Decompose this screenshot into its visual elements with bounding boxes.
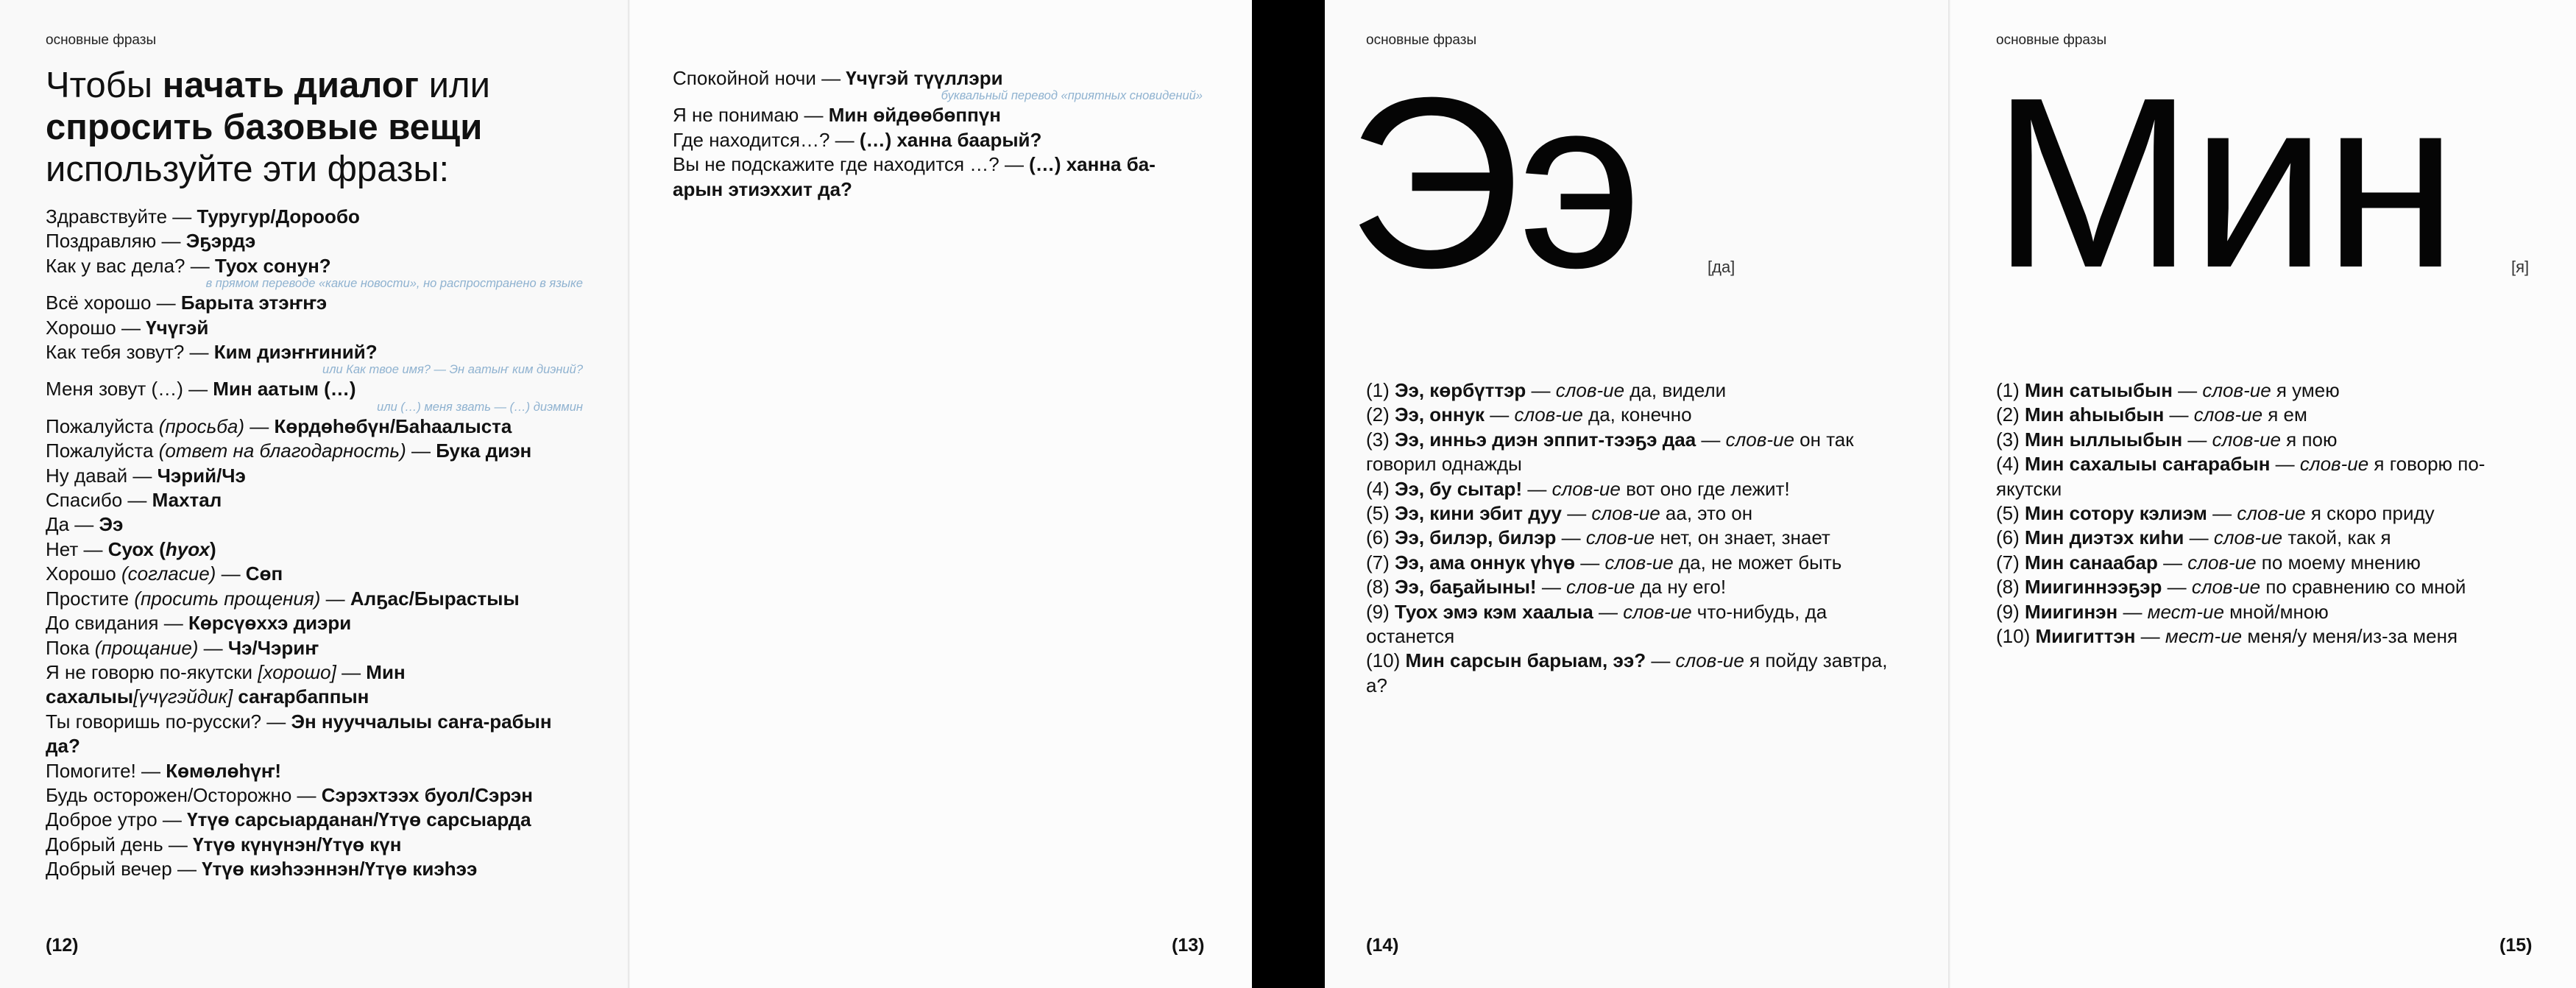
example-yakut: Мин санаабар — [2025, 551, 2158, 574]
example-yakut: Мин аһыыбын — [2025, 403, 2165, 426]
example-yakut: Ээ, кини эбит дуу — [1395, 502, 1562, 525]
example-translation: мной/мною — [2223, 600, 2329, 623]
example-translation: меня/у меня/из-за меня — [2242, 625, 2458, 648]
phrase-russian: Я не понимаю — — [673, 104, 829, 127]
example-part-of-speech: слов-ие — [1623, 600, 1692, 623]
usage-examples — [1996, 378, 2541, 649]
example-translation: да, видели — [1624, 379, 1727, 401]
phrase-russian: Простите — [46, 587, 135, 610]
example-separator: — — [1485, 403, 1515, 426]
example-yakut: Туох эмэ кэм хаалыа — [1395, 600, 1593, 623]
phrase-yakut: Үтүө күнүнэн/Үтүө күн — [193, 833, 402, 855]
example-number: (8) — [1996, 576, 2025, 599]
usage-example — [1366, 600, 1896, 649]
example-translation: что-нибудь, да останется — [1366, 600, 1827, 648]
example-separator: — — [1536, 576, 1567, 599]
phrase-yakut: Мин сахалыы — [46, 660, 406, 708]
usage-example — [1996, 501, 2541, 526]
usage-example — [1996, 526, 2541, 550]
running-head: основные фразы — [46, 32, 157, 48]
phrase-yakut: Сөп — [245, 562, 283, 585]
example-part-of-speech: слов-ие — [2202, 379, 2271, 401]
phrase-yakut: (…) ханна ба-арын этиэххит да? — [673, 153, 1156, 200]
example-part-of-speech: слов-ие — [2193, 403, 2263, 426]
example-translation: да, не может быть — [1673, 551, 1842, 574]
example-number: (7) — [1366, 551, 1395, 574]
phrase-russian: Ты говоришь по-русски? — — [46, 710, 291, 733]
example-yakut: Ээ, билэр, билэр — [1395, 526, 1557, 549]
example-number: (2) — [1366, 403, 1395, 426]
phrase-item — [46, 783, 583, 808]
phrase-russian: Где находится…? — — [673, 128, 860, 151]
example-number: (8) — [1366, 576, 1395, 599]
phrase-russian: Я не говорю по-якутски — [46, 660, 258, 683]
example-part-of-speech: слов-ие — [2213, 526, 2283, 549]
phrase-russian: Меня зовут (…) — — [46, 378, 213, 401]
page-number: (13) — [1172, 935, 1205, 956]
usage-example — [1996, 378, 2541, 403]
example-part-of-speech: слов-ие — [2191, 576, 2261, 599]
phrase-russian: Пожалуйста — [46, 414, 159, 437]
page-15 — [1950, 0, 2576, 988]
example-part-of-speech: слов-ие — [1566, 576, 1635, 599]
translation-note: или Как твое имя? — Эн аатыҥ ким диэний? — [322, 363, 583, 377]
example-separator: — — [2270, 453, 2300, 476]
phrase-context: [хорошо] — [258, 660, 336, 683]
phrase-item — [46, 587, 583, 611]
usage-example — [1996, 428, 2541, 452]
example-translation: я умею — [2271, 379, 2340, 401]
example-part-of-speech: слов-ие — [1675, 649, 1744, 672]
example-yakut: Ээ, ама оннук үһүө — [1395, 551, 1576, 574]
usage-example — [1996, 551, 2541, 575]
example-number: (9) — [1996, 600, 2025, 623]
headword-large: Ээ — [1347, 46, 1640, 318]
example-number: (4) — [1366, 477, 1395, 500]
example-part-of-speech: мест-ие — [2147, 600, 2224, 623]
translation-note: или (…) меня звать — (…) диэммин — [377, 400, 583, 414]
example-number: (10) — [1366, 649, 1406, 672]
example-part-of-speech: слов-ие — [1551, 477, 1621, 500]
example-part-of-speech: слов-ие — [2299, 453, 2369, 476]
example-separator: — — [2157, 551, 2188, 574]
phrase-list — [46, 205, 583, 882]
phrase-yakut: Чэ/Чэриҥ — [227, 636, 319, 659]
phrase-item — [46, 340, 583, 364]
phrase-context: (прощание) — [94, 636, 199, 659]
example-part-of-speech: слов-ие — [2237, 502, 2306, 525]
usage-example — [1996, 575, 2541, 599]
phrase-russian: Спокойной ночи — — [673, 67, 846, 89]
example-number: (5) — [1366, 502, 1395, 525]
example-translation: по моему мнению — [2256, 551, 2421, 574]
phrase-item — [46, 611, 583, 635]
phrase-item — [46, 254, 583, 278]
phrase-russian: Поздравляю — — [46, 230, 186, 253]
example-yakut: Мин ыллыыбын — [2025, 428, 2183, 451]
phrase-item — [673, 103, 1203, 127]
phrase-item — [46, 710, 583, 759]
example-yakut: Мин диэтэх киһи — [2025, 526, 2184, 549]
example-number: (3) — [1996, 428, 2025, 451]
phrase-yakut: Үчүгэй түүллэри — [846, 67, 1003, 89]
example-yakut: Мин сахалыы саҥарабын — [2025, 453, 2271, 476]
usage-example — [1996, 403, 2541, 427]
page-12 — [0, 0, 630, 988]
example-translation: такой, как я — [2282, 526, 2391, 549]
usage-example — [1366, 428, 1896, 477]
example-number: (5) — [1996, 502, 2025, 525]
phrase-yakut: Туругур/Дорообо — [197, 205, 360, 227]
usage-example — [1366, 551, 1896, 575]
example-separator: — — [1575, 551, 1605, 574]
example-yakut: Миигиттэн — [2035, 625, 2136, 648]
phrase-item — [673, 152, 1203, 202]
phrase-item — [46, 562, 583, 586]
phrase-russian: Как тебя зовут? — — [46, 341, 214, 364]
phrase-yakut: Бука диэн — [436, 440, 532, 462]
example-separator: — — [1556, 526, 1586, 549]
phrase-item — [46, 759, 583, 783]
phrase-yakut-end: ) — [209, 537, 216, 560]
example-number: (6) — [1996, 526, 2025, 549]
example-translation: аа, это он — [1660, 502, 1753, 525]
example-yakut: Мин сотору кэлиэм — [2025, 502, 2207, 525]
phrase-russian: Нет — — [46, 537, 108, 560]
phrase-item — [46, 439, 583, 463]
phrase-russian: Да — — [46, 513, 99, 536]
example-number: (6) — [1366, 526, 1395, 549]
phrase-yakut: Махтал — [152, 489, 222, 512]
phrase-separator: — — [216, 562, 246, 585]
translation-note: буквальный перевод «приятных сновидений» — [941, 89, 1203, 103]
example-translation: да, конечно — [1582, 403, 1692, 426]
usage-example — [1996, 600, 2541, 624]
example-translation: он так говорил однажды — [1366, 428, 1854, 476]
phrase-item — [46, 808, 583, 832]
phrase-yakut: Мин өйдөөбөппүн — [828, 104, 1001, 127]
phrase-yakut: Чэрий/Чэ — [157, 464, 246, 487]
phrase-separator: — — [406, 440, 436, 462]
phrase-item — [46, 316, 583, 340]
example-part-of-speech: слов-ие — [1585, 526, 1655, 549]
phrase-russian: Пока — [46, 636, 95, 659]
phrase-yakut: Ээ — [99, 513, 124, 536]
phrase-russian: Добрый день — — [46, 833, 194, 855]
usage-example — [1366, 649, 1896, 698]
usage-example — [1366, 403, 1896, 427]
translation-note: в прямом переводе «какие новости», но распространено в языке — [205, 277, 583, 291]
phrase-yakut: Барыта этэҥҥэ — [180, 292, 328, 314]
example-separator: — — [2164, 403, 2194, 426]
phrase-item — [46, 488, 583, 512]
example-separator: — — [1646, 649, 1676, 672]
example-translation: я говорю по-якутски — [1996, 453, 2485, 500]
example-number: (1) — [1996, 379, 2025, 401]
example-yakut: Ээ, инньэ диэн эппит-тээҕэ даа — [1395, 428, 1696, 451]
phrase-yakut: Үтүө киэһээннэн/Үтүө киэһээ — [202, 858, 478, 881]
phrase-item — [46, 291, 583, 315]
example-part-of-speech: слов-ие — [2187, 551, 2257, 574]
usage-example — [1366, 575, 1896, 599]
phrase-russian: Хорошо — [46, 562, 121, 585]
phrase-yakut: Сэрэхтээх буол/Сэрэн — [321, 783, 533, 806]
example-separator: — — [1696, 428, 1726, 451]
phrase-item — [46, 636, 583, 660]
example-separator: — — [1526, 379, 1556, 401]
example-yakut: Миигиннээҕэр — [2025, 576, 2162, 599]
example-number: (9) — [1366, 600, 1395, 623]
headword-gloss: [я] — [2511, 258, 2530, 276]
example-part-of-speech: слов-ие — [1604, 551, 1674, 574]
example-yakut: Ээ, баҕайыны! — [1395, 576, 1537, 599]
phrase-russian: Как у вас дела? — — [46, 254, 215, 277]
phrase-russian: Доброе утро — — [46, 808, 188, 831]
phrase-russian: Пожалуйста — [46, 440, 159, 462]
phrase-yakut: Үчүгэй — [146, 316, 209, 339]
example-number: (7) — [1996, 551, 2025, 574]
example-part-of-speech: слов-ие — [2212, 428, 2281, 451]
example-yakut: Ээ, көрбүттэр — [1395, 379, 1526, 401]
phrase-separator: — — [198, 636, 228, 659]
phrase-yakut: Эн нууччалыы саҥа-рабын да? — [46, 710, 552, 758]
phrase-separator: — — [320, 587, 350, 610]
phrase-yakut: Мин аатым (…) — [213, 378, 356, 401]
example-separator: — — [2162, 576, 2192, 599]
example-separator: — — [1593, 600, 1624, 623]
example-translation: я пойду завтра, а? — [1366, 649, 1888, 696]
phrase-item — [46, 229, 583, 253]
running-head: основные фразы — [1366, 32, 1477, 48]
page-number: (14) — [1366, 935, 1399, 956]
phrase-yakut: Ким диэҥҥиний? — [213, 341, 378, 364]
phrase-yakut: Суох ( — [107, 537, 166, 560]
phrase-yakut: Үтүө сарсыарданан/Үтүө сарсыарда — [187, 808, 531, 831]
intro-title: Чтобы начать диалог или спросить базовые вещи используйте эти фразы: — [46, 66, 491, 189]
phrase-list — [673, 66, 1203, 202]
phrase-yakut: саҥарбаппын — [233, 685, 369, 708]
phrase-russian: Помогите! — — [46, 759, 166, 782]
phrase-russian: До свидания — — [46, 612, 188, 635]
example-separator: — — [2117, 600, 2148, 623]
example-separator: — — [2135, 625, 2165, 648]
phrase-russian: Хорошо — — [46, 316, 146, 339]
example-number: (2) — [1996, 403, 2025, 426]
example-separator: — — [2184, 526, 2214, 549]
phrase-russian: Всё хорошо — — [46, 292, 181, 314]
headword-large: Мин — [1992, 46, 2455, 318]
example-yakut: Ээ, оннук — [1395, 403, 1485, 426]
page-number: (12) — [46, 935, 79, 956]
phrase-russian: Здравствуйте — — [46, 205, 197, 227]
phrase-russian: Добрый вечер — — [46, 858, 202, 881]
usage-example — [1996, 624, 2541, 649]
example-yakut: Миигинэн — [2025, 600, 2118, 623]
example-part-of-speech: слов-ие — [1555, 379, 1625, 401]
phrase-yakut: (…) ханна баарый? — [859, 128, 1042, 151]
example-translation: я скоро приду — [2305, 502, 2435, 525]
phrase-item — [46, 660, 583, 710]
phrase-russian: Ну давай — — [46, 464, 158, 487]
example-yakut: Мин сатыыбын — [2025, 379, 2173, 401]
phrase-yakut-variant-text: һуох — [165, 537, 210, 560]
usage-example — [1366, 526, 1896, 550]
example-number: (10) — [1996, 625, 2036, 648]
example-separator: — — [1561, 502, 1592, 525]
phrase-russian: Будь осторожен/Осторожно — — [46, 783, 322, 806]
example-translation: я пою — [2280, 428, 2338, 451]
phrase-yakut: Көрсүөххэ диэри — [188, 612, 352, 635]
phrase-yakut: Көрдөһөбүн/Баһаалыста — [274, 414, 512, 437]
page-number: (15) — [2499, 935, 2533, 956]
example-number: (1) — [1366, 379, 1395, 401]
phrase-item — [46, 833, 583, 857]
phrase-item — [46, 512, 583, 537]
phrase-context: (ответ на благодарность) — [158, 440, 406, 462]
usage-example — [1366, 477, 1896, 501]
example-translation: да ну его! — [1635, 576, 1727, 599]
phrase-russian: Спасибо — — [46, 489, 152, 512]
phrase-item — [46, 857, 583, 881]
phrase-yakut-variant — [166, 538, 210, 560]
phrase-yakut: Алҕас/Бырастыы — [350, 587, 520, 610]
usage-example — [1366, 378, 1896, 403]
phrase-separator: — — [336, 660, 367, 683]
phrase-context: (согласие) — [121, 562, 216, 585]
example-yakut: Мин сарсын барыам, ээ? — [1405, 649, 1646, 672]
example-separator: — — [2182, 428, 2212, 451]
phrase-item — [673, 128, 1203, 152]
phrase-context: (просьба) — [158, 414, 245, 437]
phrase-yakut: Эҕэрдэ — [185, 230, 256, 253]
usage-example — [1996, 452, 2541, 501]
page-13 — [630, 0, 1252, 988]
phrase-item — [46, 414, 583, 439]
example-separator: — — [2207, 502, 2237, 525]
example-part-of-speech: слов-ие — [1591, 502, 1660, 525]
example-translation: по сравнению со мной — [2260, 576, 2466, 599]
phrase-separator: — — [244, 414, 275, 437]
example-translation: я ем — [2262, 403, 2307, 426]
phrase-item — [46, 537, 583, 562]
example-translation: вот оно где лежит! — [1620, 477, 1790, 500]
phrase-item — [46, 377, 583, 401]
example-number: (4) — [1996, 453, 2025, 476]
phrase-yakut: Туох сонун? — [214, 254, 331, 277]
phrase-context: [үчүгэйдик] — [133, 685, 233, 708]
phrase-item — [673, 66, 1203, 91]
example-part-of-speech: слов-ие — [1725, 428, 1794, 451]
phrase-item — [46, 205, 583, 229]
usage-examples — [1366, 378, 1896, 698]
running-head: основные фразы — [1996, 32, 2107, 48]
phrase-yakut: Көмөлөһүҥ! — [166, 759, 282, 782]
example-part-of-speech: слов-ие — [1514, 403, 1583, 426]
example-number: (3) — [1366, 428, 1395, 451]
example-part-of-speech: мест-ие — [2165, 625, 2243, 648]
example-yakut: Ээ, бу сытар! — [1395, 477, 1523, 500]
page-14 — [1325, 0, 1950, 988]
headword-gloss: [да] — [1708, 258, 1735, 276]
phrase-russian: Вы не подскажите где находится …? — — [673, 153, 1030, 176]
phrase-context: (просить прощения) — [134, 587, 321, 610]
example-separator: — — [2172, 379, 2203, 401]
usage-example — [1366, 501, 1896, 526]
example-translation: нет, он знает, знает — [1655, 526, 1830, 549]
phrase-item — [46, 464, 583, 488]
example-separator: — — [1522, 477, 1552, 500]
